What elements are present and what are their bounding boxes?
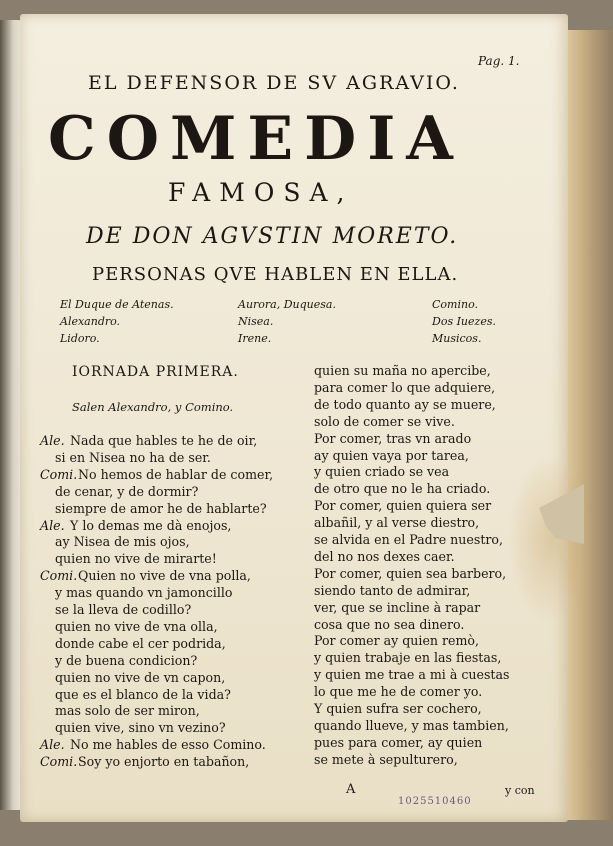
cast-member: Nisea. [238, 315, 274, 328]
verse-line: lo que me he de comer yo. [314, 684, 483, 700]
verse-line: se la lleva de codillo? [55, 602, 192, 617]
verse-line: No me hables de esso Comino. [70, 737, 266, 753]
verse-line: pues para comer, ay quien [314, 734, 483, 750]
verse-line: siendo tanto de admirar, [314, 582, 471, 598]
verse-line: si en Nisea no ha de ser. [55, 449, 211, 465]
speaker-label: Comi. [40, 568, 78, 584]
verse-line: quien vive, sino vn vezino? [55, 720, 226, 736]
verse-line: No hemos de hablar de comer, [78, 466, 274, 482]
personas-heading: PERSONAS QVE HABLEN EN ELLA. [92, 264, 459, 285]
act-heading: IORNADA PRIMERA. [72, 364, 239, 380]
verse-line: y quien criado se vea [314, 464, 450, 480]
verse-line: albañil, y al verse diestro, [314, 515, 480, 531]
cast-member: Alexandro. [60, 315, 121, 328]
verse-line: cosa que no sea dinero. [314, 616, 465, 632]
verse-line: quien no vive de vn capon, [55, 669, 226, 685]
verse-line: Soy yo enjorto en tabañon, [78, 754, 250, 770]
speaker-label: Comi. [40, 754, 78, 770]
cast-member: Dos Iuezes. [432, 315, 496, 328]
verse-line: y quien me trae a mi à cuestas [314, 667, 510, 683]
author-line: DE DON AGVSTIN MORETO. [86, 224, 459, 249]
verse-line: ver, que se incline à rapar [314, 599, 481, 615]
verse-line: siempre de amor he de hablarte? [55, 500, 267, 516]
speaker-label: Ale. [40, 517, 65, 533]
verse-line: quien su maña no apercibe, [314, 363, 491, 378]
main-title: COMEDIA [48, 104, 464, 174]
cast-member: El Duque de Atenas. [60, 298, 174, 311]
page-number: Pag. 1. [478, 54, 520, 68]
verse-line: quien no vive de vna olla, [55, 618, 218, 634]
stage-direction: Salen Alexandro, y Comino. [72, 400, 234, 414]
verse-line: Y quien sufra ser cochero, [314, 701, 482, 716]
cast-member: Irene. [238, 332, 272, 345]
library-stamp: 1025510460 [398, 796, 472, 807]
signature-mark: A [346, 782, 356, 797]
speaker-label: Ale. [40, 737, 65, 753]
verse-line: Por comer, quien sea barbero, [314, 565, 507, 581]
verse-line: y de buena condicion? [55, 652, 198, 668]
verse-line: ay Nisea de mis ojos, [55, 534, 190, 550]
verse-line: que es el blanco de la vida? [55, 686, 231, 702]
verse-line: para comer lo que adquiere, [314, 379, 496, 395]
verse-line: se mete à sepulturero, [314, 751, 458, 767]
verse-line: de todo quanto ay se muere, [314, 396, 496, 412]
verse-line: quien no vive de mirarte! [55, 551, 217, 567]
verse-line: solo de comer se vive. [314, 413, 455, 429]
verse-line: Quien no vive de vna polla, [78, 568, 251, 584]
verse-line: Por comer, quien quiera ser [314, 498, 492, 514]
verse-line: y mas quando vn jamoncillo [55, 585, 233, 601]
cast-member: Lidoro. [60, 332, 100, 345]
subtitle: FAMOSA, [168, 178, 354, 207]
verse-line: donde cabe el cer podrida, [55, 635, 226, 651]
verse-line: se alvida en el Padre nuestro, [314, 532, 503, 547]
verse-line: del no nos dexes caer. [314, 548, 455, 564]
verse-line: mas solo de ser miron, [55, 703, 200, 719]
cast-member: Musicos. [432, 332, 482, 345]
verse-line: Por comer, tras vn arado [314, 430, 472, 446]
speaker-label: Ale. [40, 433, 65, 448]
cast-member: Aurora, Duquesa. [238, 298, 336, 311]
verse-line: Por comer ay quien remò, [314, 633, 480, 649]
verse-line: quando llueve, y mas tambien, [314, 717, 509, 733]
verse-line: de cenar, y de dormir? [55, 483, 199, 499]
cast-member: Comino. [432, 298, 478, 311]
verse-line: ay quien vaya por tarea, [314, 447, 469, 463]
verse-line: y quien trabaje en las fiestas, [314, 650, 502, 666]
verse-line: de otro que no le ha criado. [314, 481, 491, 497]
running-title: EL DEFENSOR DE SV AGRAVIO. [88, 72, 460, 94]
verse-line: Nada que hables te he de oir, [70, 433, 258, 448]
catchword: y con [505, 784, 535, 797]
verse-line: Y lo demas me dà enojos, [70, 517, 232, 533]
speaker-label: Comi. [40, 466, 78, 482]
